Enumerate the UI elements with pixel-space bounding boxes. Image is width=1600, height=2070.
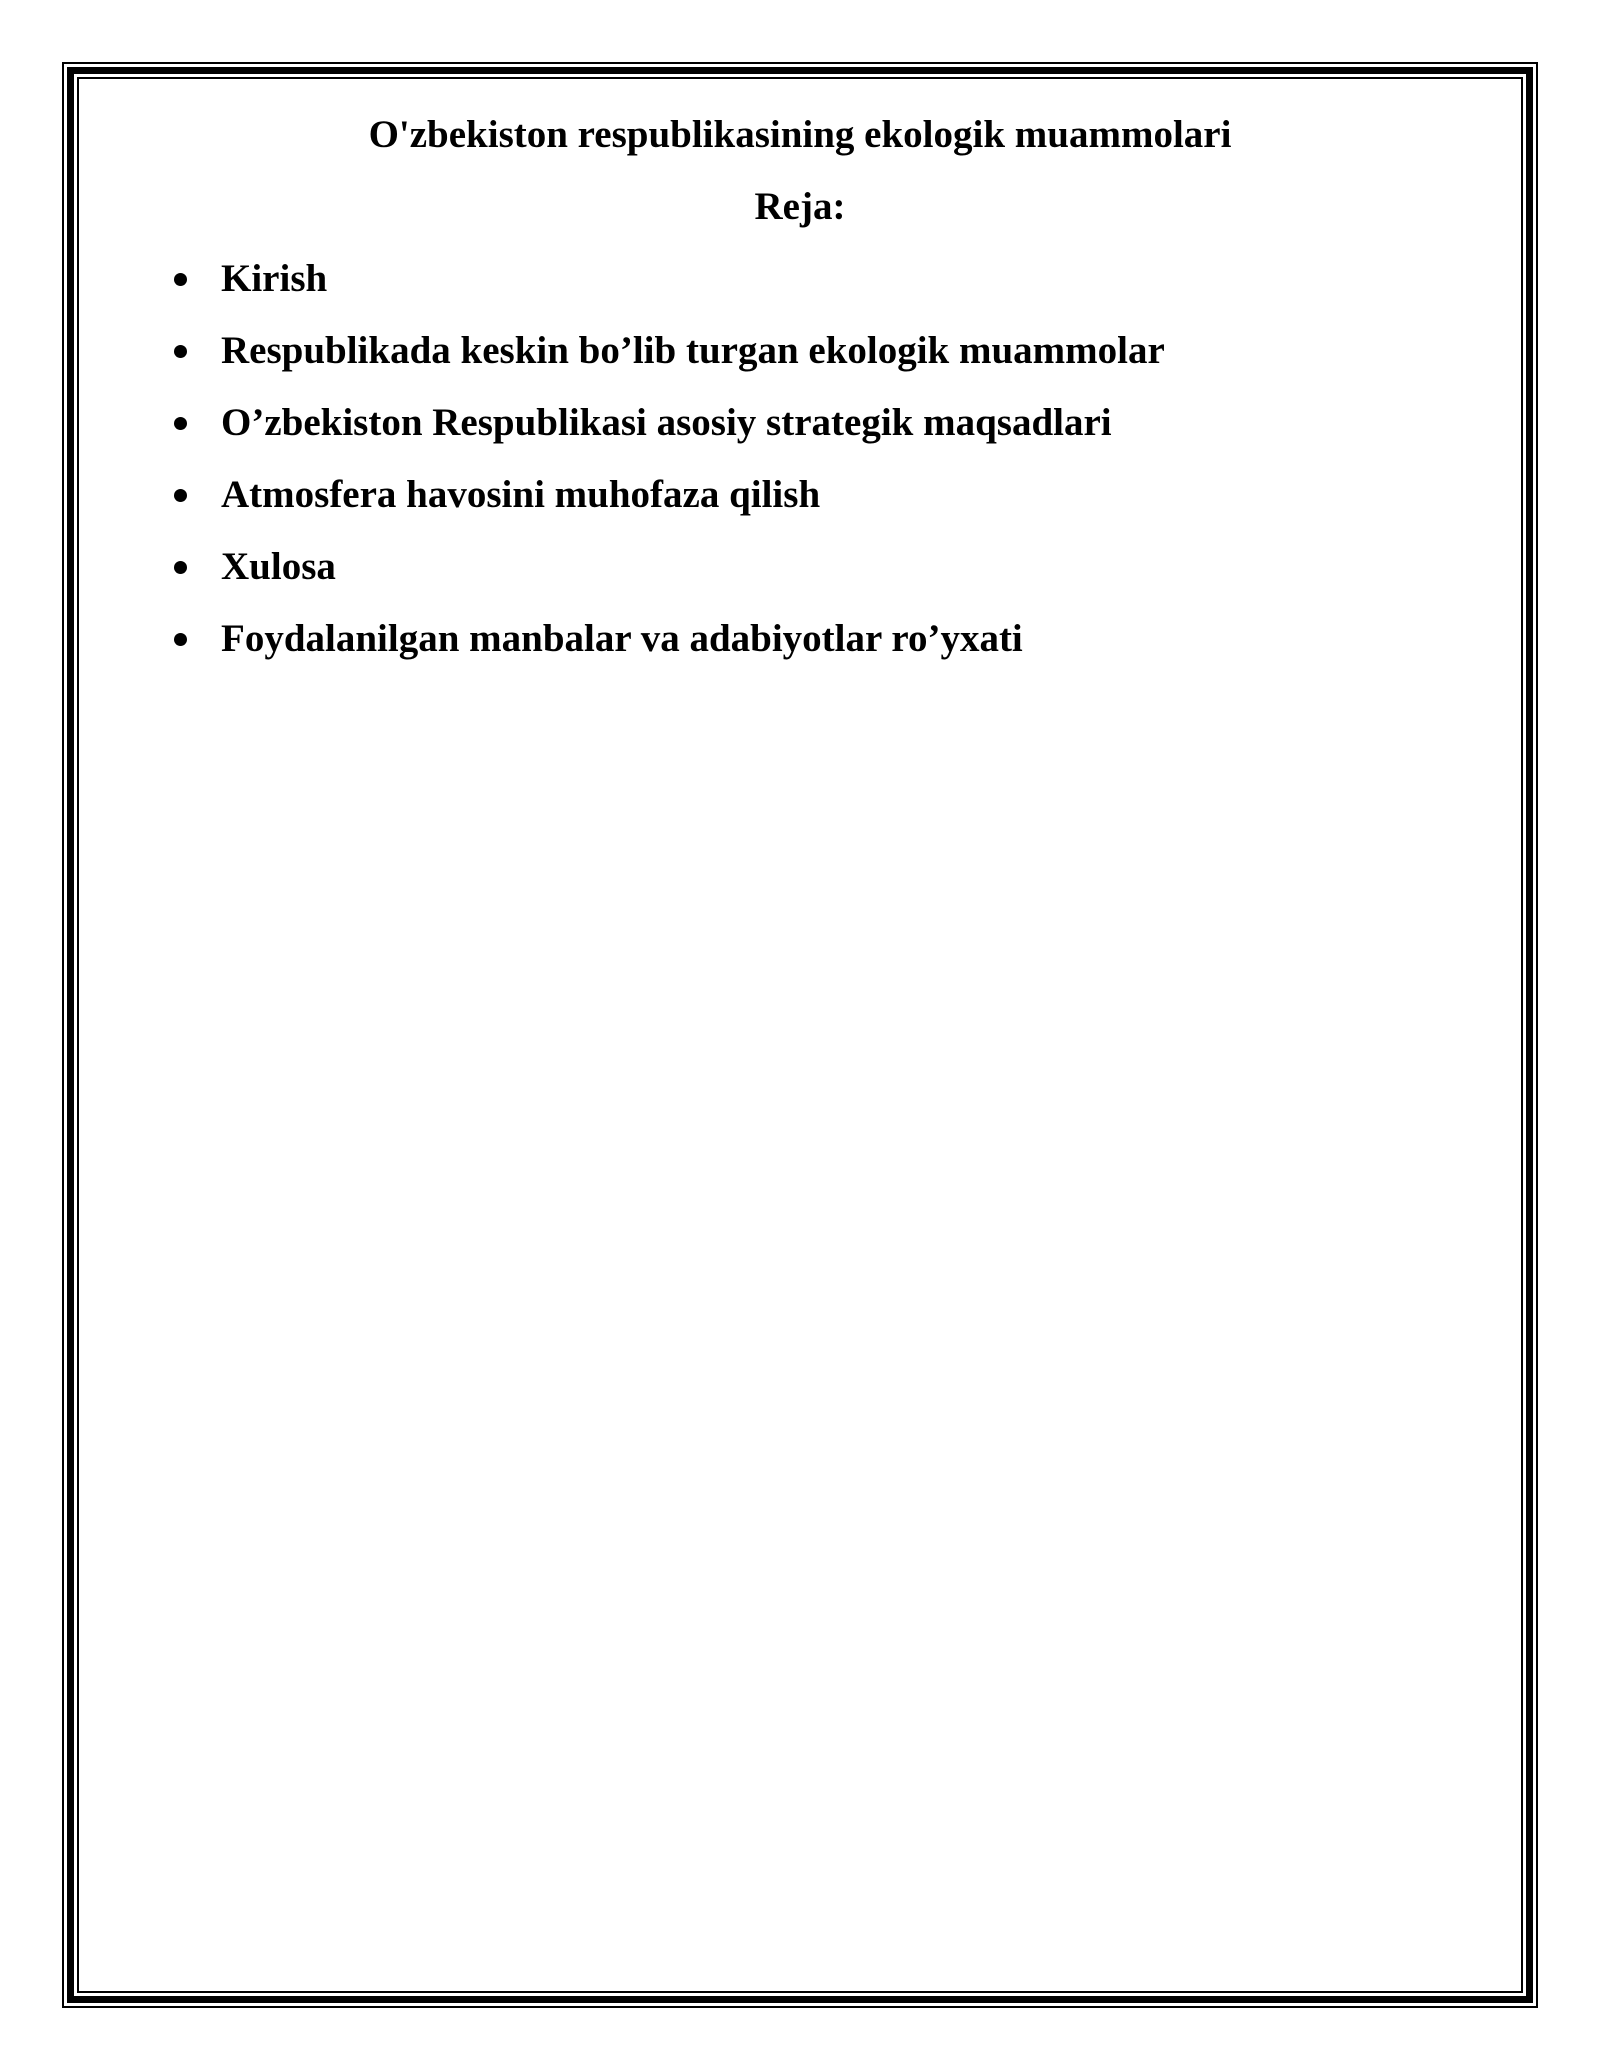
plan-item-label: O’zbekiston Respublikasi asosiy strategik maqsadlari bbox=[221, 401, 1112, 444]
plan-item-label: Xulosa bbox=[221, 545, 336, 588]
bullet-icon bbox=[174, 561, 187, 574]
bullet-icon bbox=[174, 489, 187, 502]
plan-item-label: Foydalanilgan manbalar va adabiyotlar ro’yxati bbox=[221, 617, 1023, 660]
bullet-icon bbox=[174, 273, 187, 286]
plan-heading: Reja: bbox=[754, 185, 846, 228]
page-content bbox=[79, 79, 1521, 1991]
plan-item-label: Atmosfera havosini muhofaza qilish bbox=[221, 473, 821, 516]
plan-item-label: Respublikada keskin bo’lib turgan ekologik muammolar bbox=[221, 329, 1165, 372]
bullet-icon bbox=[174, 345, 187, 358]
bullet-icon bbox=[174, 633, 187, 646]
bullet-icon bbox=[174, 417, 187, 430]
plan-item-label: Kirish bbox=[221, 257, 328, 300]
document-title: O'zbekiston respublikasining ekologik muammolari bbox=[368, 113, 1232, 156]
